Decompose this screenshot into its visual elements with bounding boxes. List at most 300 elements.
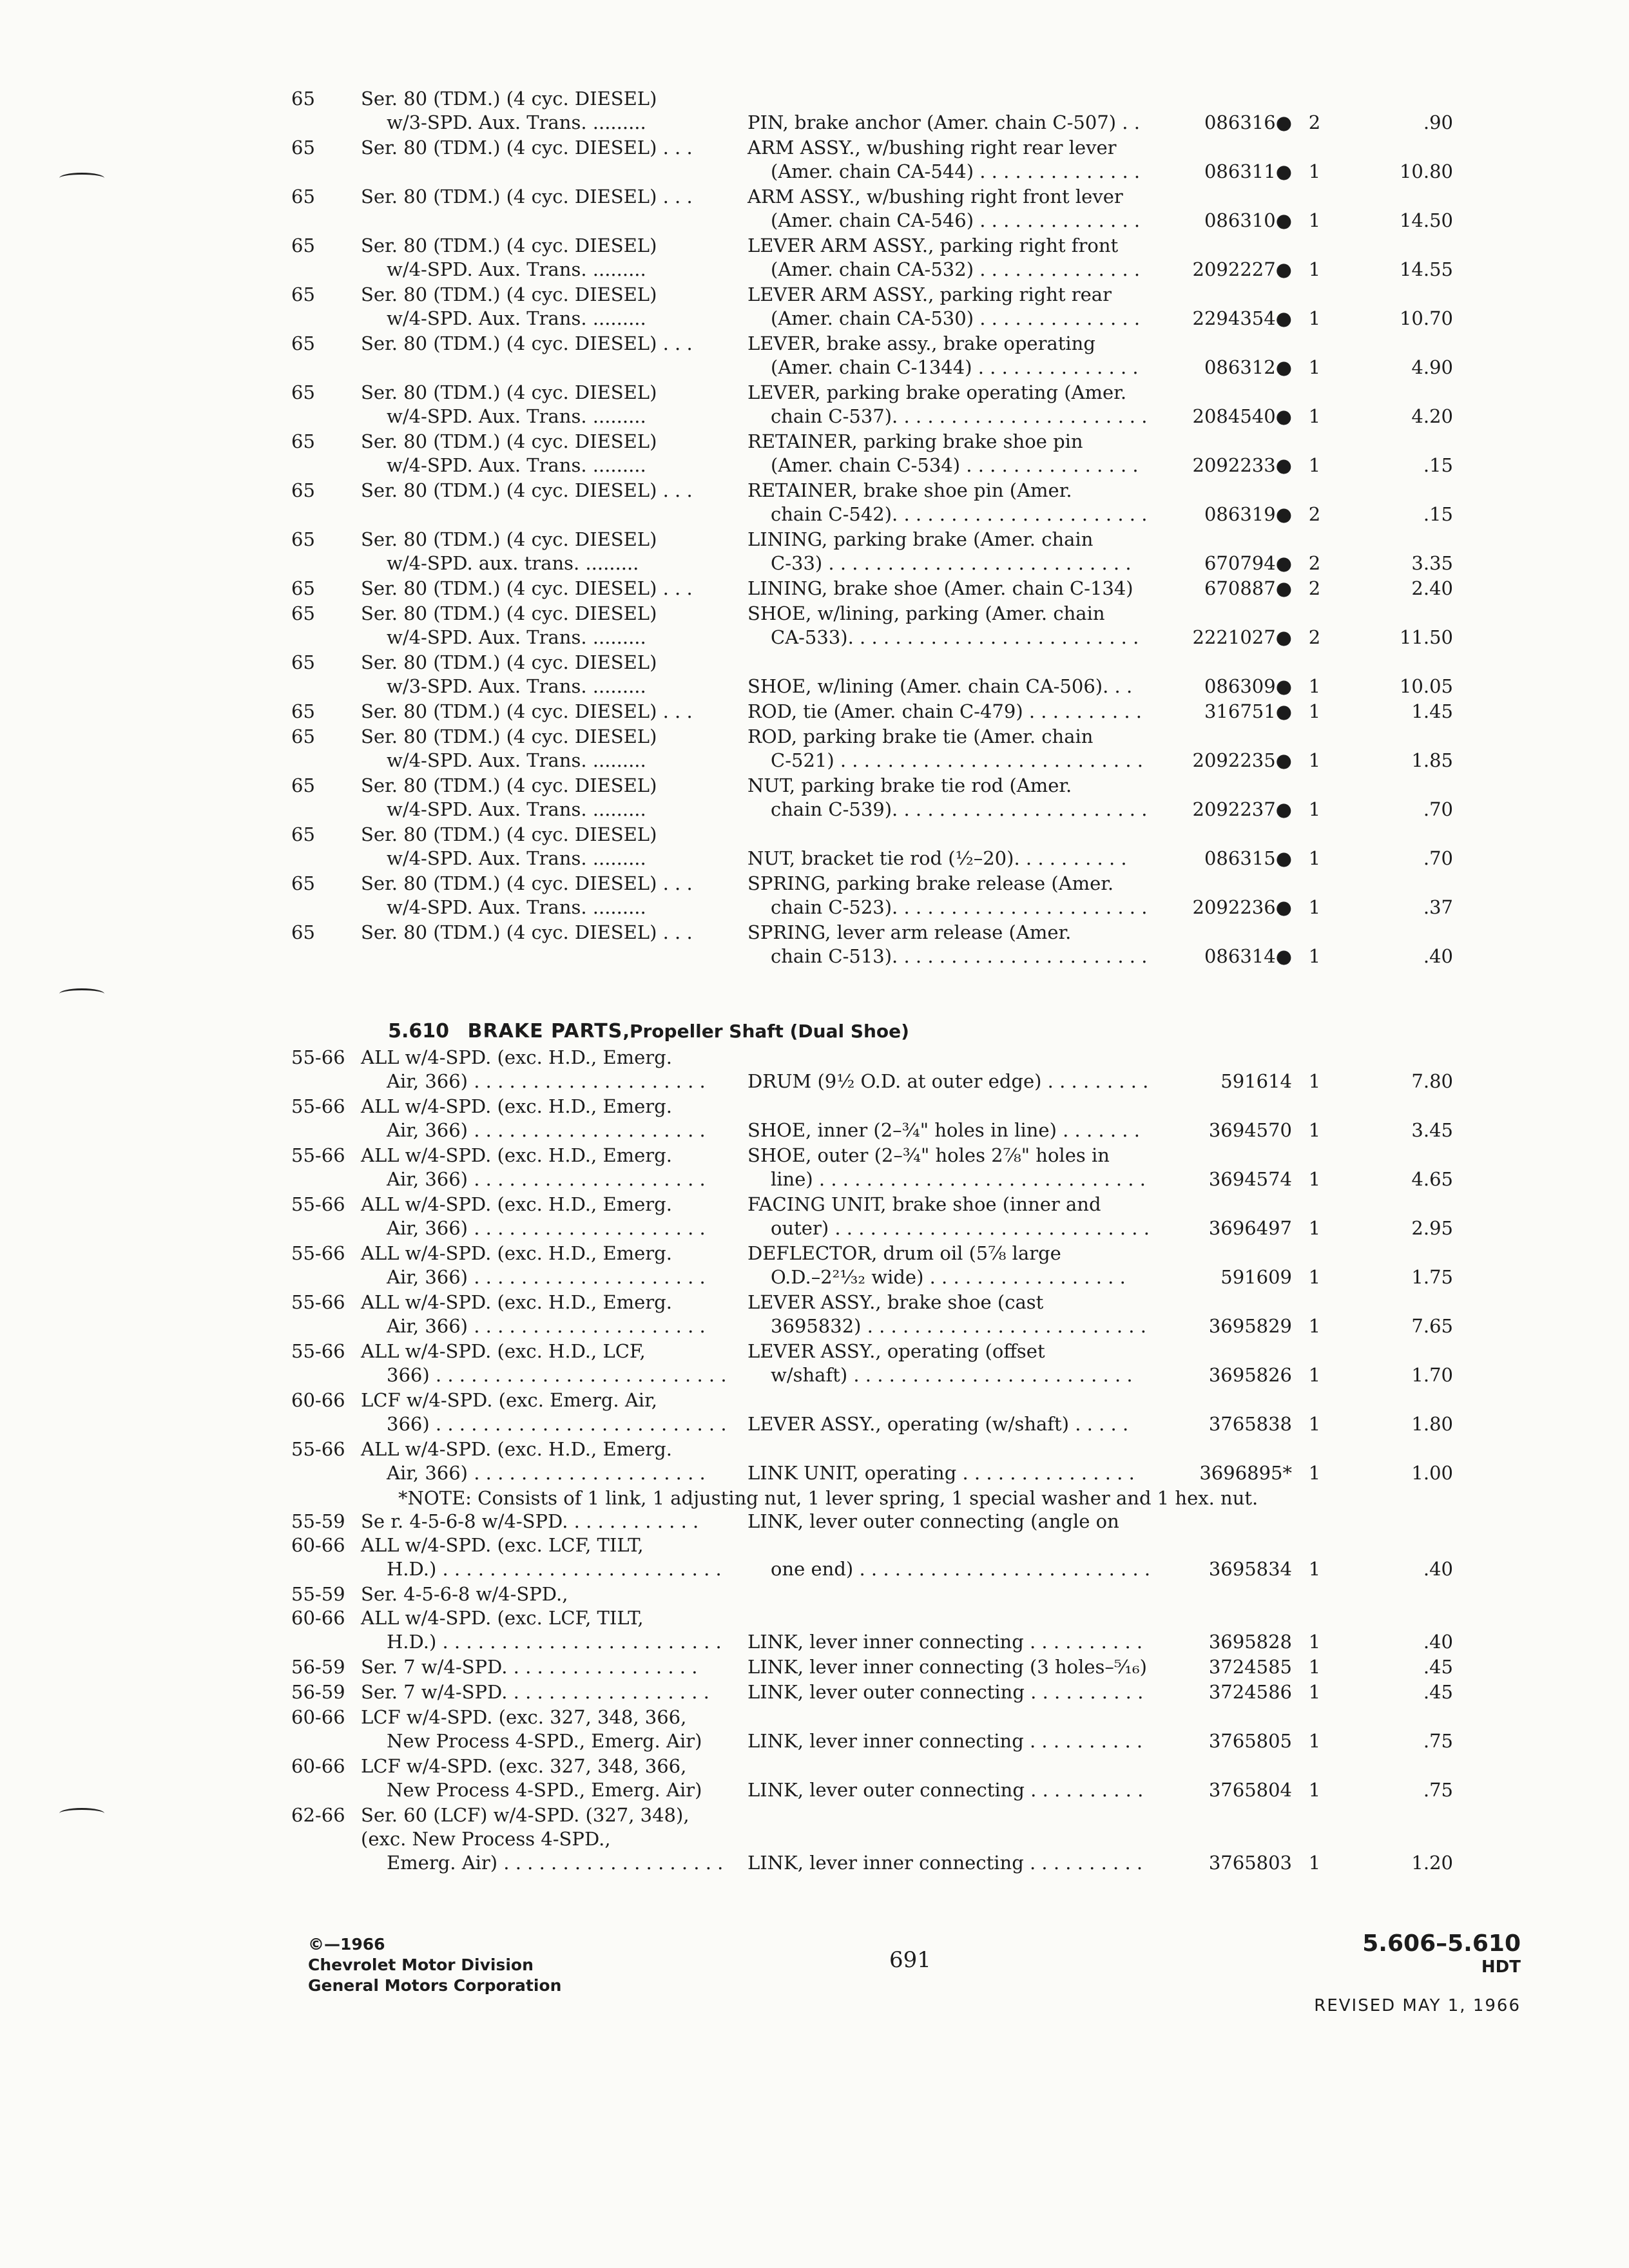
- application: Ser. 80 (TDM.) (4 cyc. DIESEL): [361, 430, 657, 452]
- application: New Process 4-SPD., Emerg. Air): [387, 1730, 702, 1752]
- application: Ser. 80 (TDM.) (4 cyc. DIESEL): [361, 774, 657, 796]
- description: line) . . . . . . . . . . . . . . . . . . . . . . . . . . . .: [771, 1168, 1146, 1190]
- price: .45: [1423, 1681, 1453, 1703]
- parts-entry: [0, 822, 1629, 870]
- quantity: 1: [1308, 1413, 1321, 1435]
- part-number: 3724585: [1208, 1656, 1292, 1678]
- price: 4.20: [1411, 405, 1453, 427]
- description: SHOE, inner (2–¾" holes in line) . . . . . . .: [747, 1119, 1140, 1141]
- model-year: 65: [291, 921, 315, 943]
- application: LCF w/4-SPD. (exc. 327, 348, 366,: [361, 1706, 687, 1728]
- part-number: 086314●: [1204, 945, 1292, 967]
- application: ALL w/4-SPD. (exc. H.D., Emerg.: [361, 1193, 672, 1215]
- application: w/4-SPD. Aux. Trans. .........: [387, 749, 646, 771]
- description: LINING, brake shoe (Amer. chain C-134): [747, 577, 1133, 599]
- revised-date: REVISED MAY 1, 1966: [1314, 1996, 1521, 2015]
- description: LEVER ARM ASSY., parking right front: [747, 235, 1119, 256]
- part-number: 3695826: [1208, 1364, 1292, 1386]
- model-year: 65: [291, 823, 315, 845]
- quantity: 1: [1308, 1656, 1321, 1678]
- description: LEVER ASSY., brake shoe (cast: [747, 1291, 1044, 1313]
- parts-entry: [0, 699, 1629, 723]
- page-number: 691: [889, 1947, 931, 1973]
- price: 1.45: [1411, 700, 1453, 722]
- application: Air, 366) . . . . . . . . . . . . . . . . . . . .: [387, 1462, 706, 1484]
- application: Ser. 4-5-6-8 w/4-SPD.,: [361, 1583, 568, 1605]
- application: LCF w/4-SPD. (exc. Emerg. Air,: [361, 1389, 657, 1411]
- description: LEVER, parking brake operating (Amer.: [747, 381, 1127, 403]
- price: 7.80: [1411, 1070, 1453, 1092]
- application: Ser. 80 (TDM.) (4 cyc. DIESEL): [361, 381, 657, 403]
- description: LINK, lever outer connecting (angle on: [747, 1510, 1119, 1532]
- price: 10.05: [1399, 675, 1453, 697]
- description: LINING, parking brake (Amer. chain: [747, 528, 1094, 550]
- application: Air, 366) . . . . . . . . . . . . . . . . . . . .: [387, 1070, 706, 1092]
- model-year: 60-66: [291, 1706, 345, 1728]
- application: H.D.) . . . . . . . . . . . . . . . . . . . . . . . .: [387, 1558, 722, 1580]
- quantity: 1: [1308, 1558, 1321, 1580]
- parts-entry: [0, 1143, 1629, 1191]
- price: 4.65: [1411, 1168, 1453, 1190]
- part-number: 3765804: [1208, 1779, 1292, 1801]
- model-year: 65: [291, 137, 315, 159]
- model-year: 65: [291, 700, 315, 722]
- description: NUT, bracket tie rod (½–20). . . . . . . . . .: [747, 847, 1127, 869]
- application: Ser. 80 (TDM.) (4 cyc. DIESEL): [361, 602, 657, 624]
- application: 366) . . . . . . . . . . . . . . . . . . . . . . . . .: [387, 1413, 727, 1435]
- part-number: 3695829: [1208, 1315, 1292, 1337]
- quantity: 1: [1308, 1217, 1321, 1239]
- model-year: 55-59: [291, 1583, 345, 1605]
- application: Ser. 80 (TDM.) (4 cyc. DIESEL): [361, 284, 657, 305]
- parts-entry: [0, 724, 1629, 772]
- model-year: 65: [291, 528, 315, 550]
- price: 14.50: [1399, 209, 1453, 231]
- parts-entry: [0, 650, 1629, 698]
- application: Ser. 80 (TDM.) (4 cyc. DIESEL) . . .: [361, 137, 693, 159]
- description: w/shaft) . . . . . . . . . . . . . . . . . . . . . . . .: [771, 1364, 1133, 1386]
- parts-entry: [0, 1094, 1629, 1142]
- quantity: 1: [1308, 209, 1321, 231]
- part-number: 086316●: [1204, 111, 1292, 133]
- description: outer) . . . . . . . . . . . . . . . . . . . . . . . . . . .: [771, 1217, 1150, 1239]
- parts-entry: [0, 601, 1629, 649]
- parts-entry: [0, 1509, 1629, 1581]
- parts-entry: [0, 1045, 1629, 1093]
- description: chain C-542). . . . . . . . . . . . . . . . . . . . . .: [771, 503, 1148, 525]
- description: LEVER ASSY., operating (offset: [747, 1340, 1045, 1362]
- quantity: 1: [1308, 1168, 1321, 1190]
- parts-entry: [0, 331, 1629, 379]
- price: 3.45: [1411, 1119, 1453, 1141]
- application: Ser. 80 (TDM.) (4 cyc. DIESEL): [361, 823, 657, 845]
- description: LEVER ARM ASSY., parking right rear: [747, 284, 1112, 305]
- application: Ser. 80 (TDM.) (4 cyc. DIESEL) . . .: [361, 700, 693, 722]
- description: C-33) . . . . . . . . . . . . . . . . . . . . . . . . . .: [771, 552, 1132, 574]
- quantity: 1: [1308, 847, 1321, 869]
- application: w/4-SPD. Aux. Trans. .........: [387, 307, 646, 329]
- application: ALL w/4-SPD. (exc. LCF, TILT,: [361, 1534, 644, 1556]
- model-year: 65: [291, 602, 315, 624]
- application: Ser. 80 (TDM.) (4 cyc. DIESEL) . . .: [361, 872, 693, 894]
- model-year: 60-66: [291, 1389, 345, 1411]
- application: Ser. 60 (LCF) w/4-SPD. (327, 348),: [361, 1804, 689, 1826]
- price: 2.40: [1411, 577, 1453, 599]
- application: w/4-SPD. Aux. Trans. .........: [387, 626, 646, 648]
- parts-entry: [0, 1437, 1629, 1485]
- part-number: 3765805: [1208, 1730, 1292, 1752]
- application: w/3-SPD. Aux. Trans. .........: [387, 111, 646, 133]
- application: Emerg. Air) . . . . . . . . . . . . . . . . . . .: [387, 1852, 724, 1874]
- description: (Amer. chain CA-546) . . . . . . . . . . . . . .: [771, 209, 1141, 231]
- description: NUT, parking brake tie rod (Amer.: [747, 774, 1072, 796]
- section-number: 5.610: [388, 1020, 450, 1043]
- parts-entry: [0, 1754, 1629, 1802]
- part-number: 3694570: [1208, 1119, 1292, 1141]
- parts-entry: [0, 1803, 1629, 1874]
- parts-entry: [0, 380, 1629, 428]
- price: .37: [1423, 896, 1453, 918]
- quantity: 1: [1308, 258, 1321, 280]
- model-year: 55-66: [291, 1144, 345, 1166]
- parts-entry: [0, 478, 1629, 526]
- part-number: 2092227●: [1192, 258, 1292, 280]
- description: DRUM (9½ O.D. at outer edge) . . . . . . . . .: [747, 1070, 1149, 1092]
- price: .70: [1423, 847, 1453, 869]
- application: ALL w/4-SPD. (exc. H.D., Emerg.: [361, 1291, 672, 1313]
- application: w/4-SPD. Aux. Trans. .........: [387, 454, 646, 476]
- application: w/4-SPD. Aux. Trans. .........: [387, 258, 646, 280]
- application: Ser. 80 (TDM.) (4 cyc. DIESEL): [361, 528, 657, 550]
- description: RETAINER, brake shoe pin (Amer.: [747, 479, 1072, 501]
- model-year: 65: [291, 332, 315, 354]
- application: (exc. New Process 4-SPD.,: [361, 1828, 611, 1850]
- application: w/4-SPD. Aux. Trans. .........: [387, 847, 646, 869]
- model-year: 55-66: [291, 1438, 345, 1460]
- description: SHOE, outer (2–¾" holes 2⅞" holes in: [747, 1144, 1110, 1166]
- quantity: 2: [1308, 577, 1321, 599]
- description: ROD, tie (Amer. chain C-479) . . . . . . . . . .: [747, 700, 1142, 722]
- description: PIN, brake anchor (Amer. chain C-507) . .: [747, 111, 1140, 133]
- quantity: 1: [1308, 1631, 1321, 1653]
- description: LEVER ASSY., operating (w/shaft) . . . . .: [747, 1413, 1129, 1435]
- price: 11.50: [1399, 626, 1453, 648]
- part-number: 086315●: [1204, 847, 1292, 869]
- model-year: 60-66: [291, 1534, 345, 1556]
- application: Ser. 80 (TDM.) (4 cyc. DIESEL) . . .: [361, 479, 693, 501]
- description: chain C-513). . . . . . . . . . . . . . . . . . . . . .: [771, 945, 1148, 967]
- parts-entry: [0, 233, 1629, 281]
- part-number: 3695834: [1208, 1558, 1292, 1580]
- price: .75: [1423, 1779, 1453, 1801]
- corporation: General Motors Corporation: [308, 1976, 562, 1995]
- quantity: 2: [1308, 626, 1321, 648]
- application: New Process 4-SPD., Emerg. Air): [387, 1779, 702, 1801]
- part-number: 670887●: [1204, 577, 1292, 599]
- quantity: 1: [1308, 405, 1321, 427]
- application: ALL w/4-SPD. (exc. H.D., Emerg.: [361, 1438, 672, 1460]
- model-year: 65: [291, 479, 315, 501]
- description: ROD, parking brake tie (Amer. chain: [747, 726, 1094, 747]
- model-year: 65: [291, 284, 315, 305]
- description: C-521) . . . . . . . . . . . . . . . . . . . . . . . . . .: [771, 749, 1144, 771]
- description: (Amer. chain CA-530) . . . . . . . . . . . . . .: [771, 307, 1141, 329]
- application: Ser. 80 (TDM.) (4 cyc. DIESEL): [361, 88, 657, 110]
- quantity: 2: [1308, 503, 1321, 525]
- binding-mark: [59, 988, 104, 999]
- part-number: 2092235●: [1192, 749, 1292, 771]
- part-number: 3696497: [1208, 1217, 1292, 1239]
- application: Ser. 7 w/4-SPD. . . . . . . . . . . . . . . . . .: [361, 1681, 709, 1703]
- section-title: BRAKE PARTS: [467, 1020, 623, 1043]
- parts-entry: [0, 1388, 1629, 1436]
- application: Ser. 80 (TDM.) (4 cyc. DIESEL): [361, 726, 657, 747]
- part-number: 2092236●: [1192, 896, 1292, 918]
- part-number: 3765803: [1208, 1852, 1292, 1874]
- application: w/4-SPD. Aux. Trans. .........: [387, 896, 646, 918]
- part-number: 316751●: [1204, 700, 1292, 722]
- price: 14.55: [1399, 258, 1453, 280]
- section-subtitle: ,Propeller Shaft (Dual Shoe): [622, 1021, 909, 1042]
- parts-entry: [0, 1241, 1629, 1289]
- quantity: 1: [1308, 160, 1321, 182]
- price: 10.70: [1399, 307, 1453, 329]
- application: LCF w/4-SPD. (exc. 327, 348, 366,: [361, 1755, 687, 1777]
- model-year: 56-59: [291, 1681, 345, 1703]
- model-year: 62-66: [291, 1804, 345, 1826]
- application: w/4-SPD. aux. trans. .........: [387, 552, 639, 574]
- quantity: 1: [1308, 1315, 1321, 1337]
- application: Air, 366) . . . . . . . . . . . . . . . . . . . .: [387, 1168, 706, 1190]
- price: .15: [1423, 454, 1453, 476]
- description: SPRING, lever arm release (Amer.: [747, 921, 1072, 943]
- parts-entry: [0, 871, 1629, 919]
- application: Ser. 80 (TDM.) (4 cyc. DIESEL) . . .: [361, 577, 693, 599]
- price: 1.00: [1411, 1462, 1453, 1484]
- model-year: 65: [291, 872, 315, 894]
- application: Ser. 80 (TDM.) (4 cyc. DIESEL) . . .: [361, 186, 693, 207]
- quantity: 1: [1308, 896, 1321, 918]
- application: Air, 366) . . . . . . . . . . . . . . . . . . . .: [387, 1315, 706, 1337]
- model-year: 55-66: [291, 1242, 345, 1264]
- parts-entry: [0, 135, 1629, 183]
- parts-entry: [0, 1582, 1629, 1653]
- model-year: 65: [291, 430, 315, 452]
- part-number: 3724586: [1208, 1681, 1292, 1703]
- parts-entry: [0, 1655, 1629, 1678]
- quantity: 1: [1308, 1070, 1321, 1092]
- parts-entry: [0, 1192, 1629, 1240]
- parts-entry: [0, 282, 1629, 330]
- application: ALL w/4-SPD. (exc. H.D., Emerg.: [361, 1242, 672, 1264]
- price: 3.35: [1411, 552, 1453, 574]
- application: ALL w/4-SPD. (exc. H.D., Emerg.: [361, 1144, 672, 1166]
- model-year: 55-66: [291, 1193, 345, 1215]
- parts-entry: [0, 1680, 1629, 1704]
- application: Ser. 80 (TDM.) (4 cyc. DIESEL) . . .: [361, 332, 693, 354]
- part-number: 2084540●: [1192, 405, 1292, 427]
- description: O.D.–2²¹⁄₃₂ wide) . . . . . . . . . . . . . . . . .: [771, 1266, 1126, 1288]
- quantity: 1: [1308, 307, 1321, 329]
- application: Air, 366) . . . . . . . . . . . . . . . . . . . .: [387, 1266, 706, 1288]
- quantity: 1: [1308, 675, 1321, 697]
- description: chain C-523). . . . . . . . . . . . . . . . . . . . . .: [771, 896, 1148, 918]
- part-number: 086312●: [1204, 356, 1292, 378]
- quantity: 1: [1308, 356, 1321, 378]
- description: (Amer. chain C-534) . . . . . . . . . . . . . . .: [771, 454, 1139, 476]
- model-year: 65: [291, 726, 315, 747]
- model-year: 65: [291, 186, 315, 207]
- copyright: ©—1966: [308, 1935, 385, 1954]
- application: Air, 366) . . . . . . . . . . . . . . . . . . . .: [387, 1217, 706, 1239]
- application: Ser. 80 (TDM.) (4 cyc. DIESEL): [361, 235, 657, 256]
- quantity: 1: [1308, 1119, 1321, 1141]
- quantity: 1: [1308, 1266, 1321, 1288]
- footnote: *NOTE: Consists of 1 link, 1 adjusting nut, 1 lever spring, 1 special washer and 1 hex. nut.: [398, 1487, 1258, 1509]
- description: LEVER, brake assy., brake operating: [747, 332, 1095, 354]
- quantity: 1: [1308, 945, 1321, 967]
- application: ALL w/4-SPD. (exc. H.D., Emerg.: [361, 1046, 672, 1068]
- model-year: 65: [291, 88, 315, 110]
- division: Chevrolet Motor Division: [308, 1956, 534, 1974]
- part-number: 2294354●: [1192, 307, 1292, 329]
- parts-entry: [0, 773, 1629, 821]
- price: 1.75: [1411, 1266, 1453, 1288]
- description: (Amer. chain CA-532) . . . . . . . . . . . . . .: [771, 258, 1141, 280]
- description: LINK UNIT, operating . . . . . . . . . . . . . . .: [747, 1462, 1135, 1484]
- part-number: 591609: [1220, 1266, 1292, 1288]
- application: w/4-SPD. Aux. Trans. .........: [387, 405, 646, 427]
- model-year: 55-66: [291, 1046, 345, 1068]
- description: DEFLECTOR, drum oil (5⅞ large: [747, 1242, 1061, 1264]
- model-year: 60-66: [291, 1755, 345, 1777]
- parts-entry: [0, 1705, 1629, 1753]
- model-year: 65: [291, 235, 315, 256]
- part-number: 2221027●: [1192, 626, 1292, 648]
- price: .40: [1423, 1631, 1453, 1653]
- description: LINK, lever outer connecting . . . . . . . . . .: [747, 1681, 1144, 1703]
- price: .75: [1423, 1730, 1453, 1752]
- description: 3695832) . . . . . . . . . . . . . . . . . . . . . . . .: [771, 1315, 1146, 1337]
- price: .70: [1423, 798, 1453, 820]
- description: LINK, lever inner connecting . . . . . . . . . .: [747, 1730, 1143, 1752]
- model-year: 55-66: [291, 1291, 345, 1313]
- description: SHOE, w/lining (Amer. chain CA-506). . .: [747, 675, 1133, 697]
- parts-entry: [0, 184, 1629, 232]
- price: .40: [1423, 945, 1453, 967]
- parts-entry: [0, 1290, 1629, 1338]
- price: .40: [1423, 1558, 1453, 1580]
- price: .45: [1423, 1656, 1453, 1678]
- quantity: 1: [1308, 749, 1321, 771]
- price: 1.85: [1411, 749, 1453, 771]
- quantity: 1: [1308, 1779, 1321, 1801]
- description: one end) . . . . . . . . . . . . . . . . . . . . . . . . .: [771, 1558, 1151, 1580]
- price: .15: [1423, 503, 1453, 525]
- parts-entry: [0, 1339, 1629, 1387]
- model-year: 65: [291, 381, 315, 403]
- description: (Amer. chain C-1344) . . . . . . . . . . . . . .: [771, 356, 1139, 378]
- quantity: 1: [1308, 1852, 1321, 1874]
- price: 1.70: [1411, 1364, 1453, 1386]
- description: LINK, lever outer connecting . . . . . . . . . .: [747, 1779, 1144, 1801]
- application: H.D.) . . . . . . . . . . . . . . . . . . . . . . . .: [387, 1631, 722, 1653]
- quantity: 1: [1308, 1462, 1321, 1484]
- price: 2.95: [1411, 1217, 1453, 1239]
- part-number: 3765838: [1208, 1413, 1292, 1435]
- application: ALL w/4-SPD. (exc. LCF, TILT,: [361, 1607, 644, 1629]
- parts-entry: [0, 86, 1629, 134]
- application: Se r. 4-5-6-8 w/4-SPD. . . . . . . . . . . .: [361, 1510, 699, 1532]
- description: SHOE, w/lining, parking (Amer. chain: [747, 602, 1105, 624]
- application: Ser. 7 w/4-SPD. . . . . . . . . . . . . . . . .: [361, 1656, 698, 1678]
- catalog-code: HDT: [1481, 1957, 1521, 1977]
- part-number: 3696895*: [1199, 1462, 1292, 1484]
- part-number: 086319●: [1204, 503, 1292, 525]
- quantity: 1: [1308, 798, 1321, 820]
- quantity: 2: [1308, 111, 1321, 133]
- application: Ser. 80 (TDM.) (4 cyc. DIESEL): [361, 651, 657, 673]
- part-number: 2092237●: [1192, 798, 1292, 820]
- description: LINK, lever inner connecting . . . . . . . . . .: [747, 1631, 1143, 1653]
- parts-entry: [0, 429, 1629, 477]
- quantity: 1: [1308, 1681, 1321, 1703]
- model-year: 65: [291, 651, 315, 673]
- parts-entry: [0, 527, 1629, 575]
- quantity: 1: [1308, 1364, 1321, 1386]
- part-number: 086309●: [1204, 675, 1292, 697]
- part-number: 3695828: [1208, 1631, 1292, 1653]
- price: 4.90: [1411, 356, 1453, 378]
- description: LINK, lever inner connecting . . . . . . . . . .: [747, 1852, 1143, 1874]
- section-range: 5.606–5.610: [1362, 1930, 1521, 1957]
- description: LINK, lever inner connecting (3 holes–⁵⁄₁₆): [747, 1656, 1147, 1678]
- part-number: 591614: [1220, 1070, 1292, 1092]
- description: CA-533). . . . . . . . . . . . . . . . . . . . . . . . .: [771, 626, 1139, 648]
- part-number: 2092233●: [1192, 454, 1292, 476]
- price: 1.80: [1411, 1413, 1453, 1435]
- description: SPRING, parking brake release (Amer.: [747, 872, 1114, 894]
- parts-entry: [0, 576, 1629, 600]
- application: w/3-SPD. Aux. Trans. .........: [387, 675, 646, 697]
- quantity: 1: [1308, 1730, 1321, 1752]
- parts-entry: [0, 920, 1629, 968]
- model-year: 55-59: [291, 1510, 345, 1532]
- application: ALL w/4-SPD. (exc. H.D., LCF,: [361, 1340, 646, 1362]
- description: (Amer. chain CA-544) . . . . . . . . . . . . . .: [771, 160, 1141, 182]
- model-year: 65: [291, 577, 315, 599]
- part-number: 670794●: [1204, 552, 1292, 574]
- description: ARM ASSY., w/bushing right rear lever: [747, 137, 1117, 159]
- description: FACING UNIT, brake shoe (inner and: [747, 1193, 1101, 1215]
- description: chain C-539). . . . . . . . . . . . . . . . . . . . . .: [771, 798, 1148, 820]
- application: ALL w/4-SPD. (exc. H.D., Emerg.: [361, 1095, 672, 1117]
- price: 7.65: [1411, 1315, 1453, 1337]
- price: 10.80: [1399, 160, 1453, 182]
- quantity: 2: [1308, 552, 1321, 574]
- model-year: 55-66: [291, 1095, 345, 1117]
- application: Air, 366) . . . . . . . . . . . . . . . . . . . .: [387, 1119, 706, 1141]
- part-number: 086310●: [1204, 209, 1292, 231]
- description: RETAINER, parking brake shoe pin: [747, 430, 1083, 452]
- application: 366) . . . . . . . . . . . . . . . . . . . . . . . . .: [387, 1364, 727, 1386]
- application: w/4-SPD. Aux. Trans. .........: [387, 798, 646, 820]
- model-year: 60-66: [291, 1607, 345, 1629]
- application: Ser. 80 (TDM.) (4 cyc. DIESEL) . . .: [361, 921, 693, 943]
- quantity: 1: [1308, 700, 1321, 722]
- price: 1.20: [1411, 1852, 1453, 1874]
- part-number: 086311●: [1204, 160, 1292, 182]
